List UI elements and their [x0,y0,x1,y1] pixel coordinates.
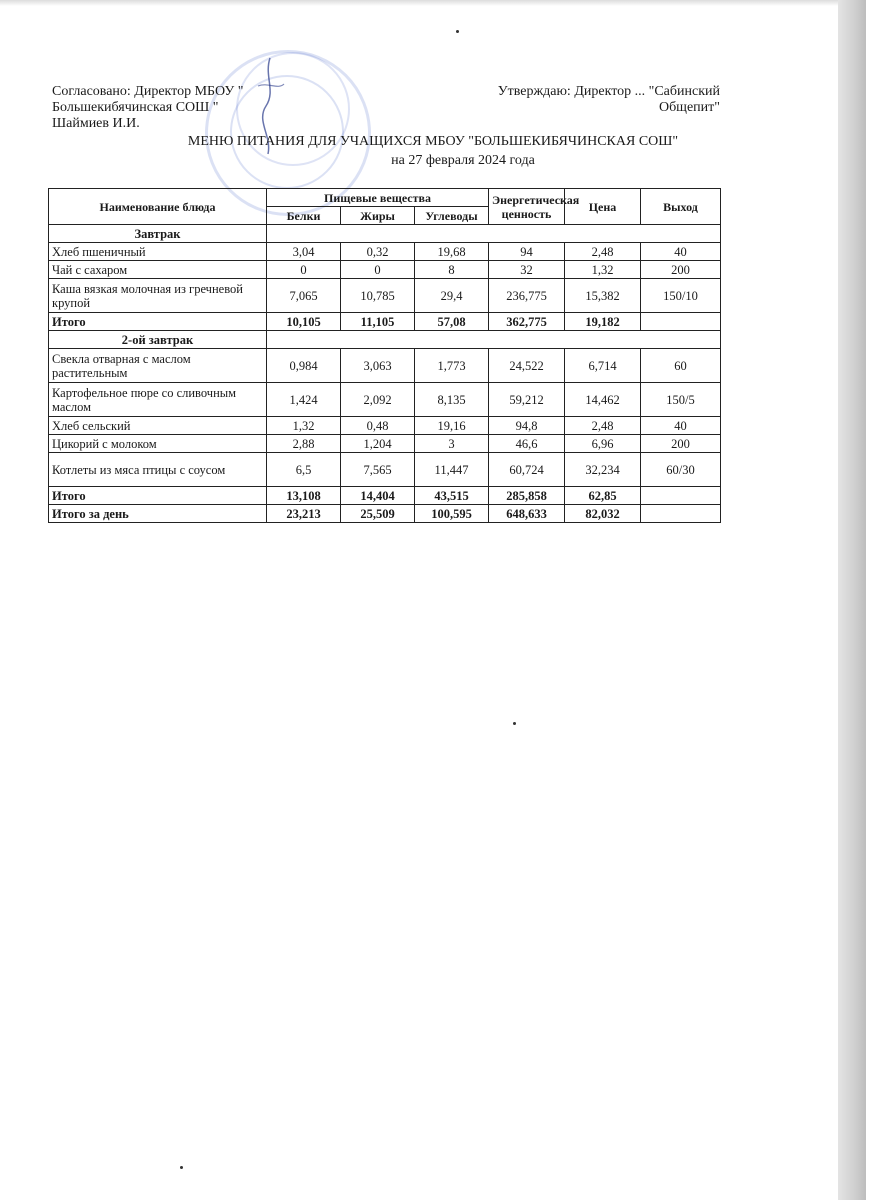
energy-cell: 59,212 [489,383,565,417]
confirmation-line-2: Общепит" [658,100,720,115]
carbs-cell: 100,595 [415,505,489,523]
fat-cell: 0,48 [341,417,415,435]
carbs-cell: 29,4 [415,279,489,313]
energy-cell: 285,858 [489,487,565,505]
energy-cell: 236,775 [489,279,565,313]
section-empty-cell [267,331,721,349]
dish-name-cell: Чай с сахаром [49,261,267,279]
price-cell: 6,714 [565,349,641,383]
price-cell: 14,462 [565,383,641,417]
dish-row [49,453,721,487]
energy-cell: 60,724 [489,453,565,487]
fat-cell: 10,785 [341,279,415,313]
protein-cell: 1,32 [267,417,341,435]
energy-cell: 648,633 [489,505,565,523]
output-cell: 200 [641,435,721,453]
approval-line-3: Шаймиев И.И. [52,116,140,131]
energy-cell: 94,8 [489,417,565,435]
fat-cell: 0 [341,261,415,279]
output-cell [641,313,721,331]
dish-name-cell: Каша вязкая молочная из гречневой крупой [49,279,267,313]
price-cell: 2,48 [565,243,641,261]
output-cell [641,505,721,523]
carbs-cell: 57,08 [415,313,489,331]
fat-cell: 11,105 [341,313,415,331]
output-cell: 40 [641,417,721,435]
header-output: Выход [641,189,721,225]
carbs-cell: 8,135 [415,383,489,417]
dish-row [49,349,721,383]
output-cell [641,487,721,505]
price-cell: 19,182 [565,313,641,331]
protein-cell: 0,984 [267,349,341,383]
menu-table [48,188,721,523]
dish-row [49,261,721,279]
confirmation-line-1: Утверждаю: Директор ... "Сабинский [497,84,720,99]
protein-cell: 1,424 [267,383,341,417]
approval-block [52,84,243,132]
header-energy: Энергетическая ценность [489,189,565,225]
dish-row [49,435,721,453]
price-cell: 15,382 [565,279,641,313]
section-title: 2-ой завтрак [49,331,267,349]
carbs-cell: 19,16 [415,417,489,435]
scan-speck [456,30,459,33]
protein-cell: 13,108 [267,487,341,505]
header-protein: Белки [267,207,341,225]
price-cell: 32,234 [565,453,641,487]
dish-name-cell: Цикорий с молоком [49,435,267,453]
menu-table-header [49,189,721,225]
price-cell: 82,032 [565,505,641,523]
energy-cell: 46,6 [489,435,565,453]
carbs-cell: 19,68 [415,243,489,261]
dish-row [49,243,721,261]
carbs-cell: 43,515 [415,487,489,505]
menu-title: МЕНЮ ПИТАНИЯ ДЛЯ УЧАЩИХСЯ МБОУ "БОЛЬШЕКИБЯЧИНСКАЯ СОШ" [187,134,679,149]
fat-cell: 2,092 [341,383,415,417]
energy-cell: 362,775 [489,313,565,331]
protein-cell: 0 [267,261,341,279]
section-row [49,331,721,349]
header-carbs: Углеводы [415,207,489,225]
protein-cell: 7,065 [267,279,341,313]
header-price: Цена [565,189,641,225]
price-cell: 1,32 [565,261,641,279]
dish-name-cell: Итого за день [49,505,267,523]
dish-name-cell: Свекла отварная с маслом растительным [49,349,267,383]
header-fat: Жиры [341,207,415,225]
dish-name-cell: Котлеты из мяса птицы с соусом [49,453,267,487]
carbs-cell: 3 [415,435,489,453]
protein-cell: 10,105 [267,313,341,331]
section-title: Завтрак [49,225,267,243]
energy-cell: 94 [489,243,565,261]
header-nutrients: Пищевые вещества [267,189,489,207]
fat-cell: 3,063 [341,349,415,383]
section-empty-cell [267,225,721,243]
dish-name-cell: Картофельное пюре со сливочным маслом [49,383,267,417]
output-cell: 150/10 [641,279,721,313]
scan-top-edge [0,0,866,6]
energy-cell: 32 [489,261,565,279]
output-cell: 200 [641,261,721,279]
scan-speck [180,1166,183,1169]
output-cell: 40 [641,243,721,261]
section-row [49,225,721,243]
fat-cell: 14,404 [341,487,415,505]
dish-row [49,279,721,313]
confirmation-block [464,84,720,116]
scan-speck [513,722,516,725]
protein-cell: 2,88 [267,435,341,453]
menu-table-body [49,225,721,523]
protein-cell: 3,04 [267,243,341,261]
output-cell: 150/5 [641,383,721,417]
protein-cell: 6,5 [267,453,341,487]
dish-name-cell: Итого [49,487,267,505]
scan-right-edge [838,0,866,1200]
protein-cell: 23,213 [267,505,341,523]
dish-row [49,417,721,435]
output-cell: 60/30 [641,453,721,487]
dish-name-cell: Итого [49,313,267,331]
fat-cell: 25,509 [341,505,415,523]
price-cell: 2,48 [565,417,641,435]
price-cell: 6,96 [565,435,641,453]
section-total-row [49,487,721,505]
price-cell: 62,85 [565,487,641,505]
fat-cell: 7,565 [341,453,415,487]
fat-cell: 1,204 [341,435,415,453]
output-cell: 60 [641,349,721,383]
approval-line-1: Согласовано: Директор МБОУ " [52,84,244,99]
energy-cell: 24,522 [489,349,565,383]
carbs-cell: 8 [415,261,489,279]
day-total-row [49,505,721,523]
dish-name-cell: Хлеб сельский [49,417,267,435]
approval-line-2: Большекибячинская СОШ " [52,100,219,115]
carbs-cell: 1,773 [415,349,489,383]
fat-cell: 0,32 [341,243,415,261]
header-dish: Наименование блюда [49,189,267,225]
menu-date: на 27 февраля 2024 года [391,153,535,168]
dish-row [49,383,721,417]
dish-name-cell: Хлеб пшеничный [49,243,267,261]
section-total-row [49,313,721,331]
carbs-cell: 11,447 [415,453,489,487]
